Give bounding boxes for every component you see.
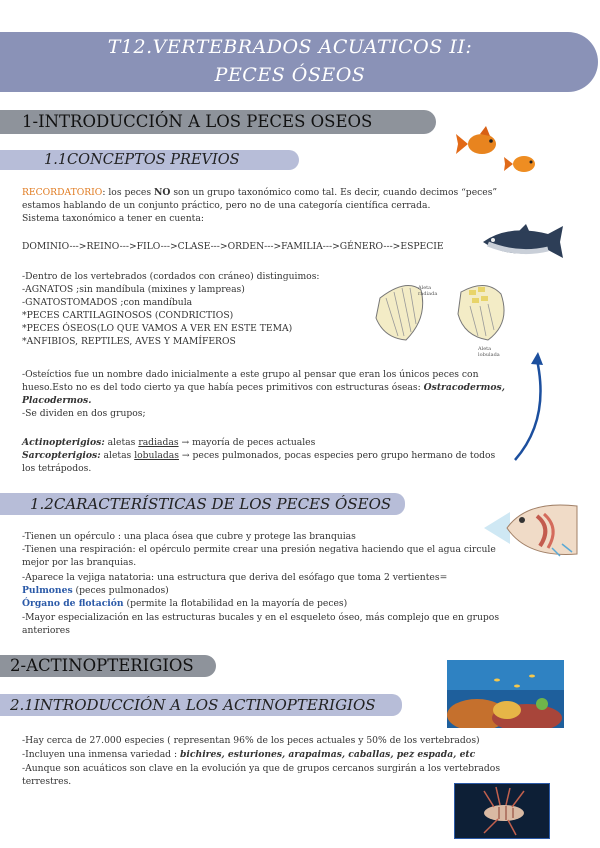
text-line: -Osteíctios fue un nombre dado inicialmente a este grupo al pensar que eran los únicos peces con [22, 369, 479, 380]
text-line: *ANFIBIOS, REPTILES, AVES Y MAMÍFEROS [22, 336, 236, 347]
text-line: *PECES CARTILAGINOSOS (CONDRICTIOS) [22, 310, 234, 321]
text-line: Sarcopterigios: aletas lobuladas → peces pulmonados, pocas especies pero grupo hermano de todos [22, 450, 496, 461]
text-line: *PECES ÓSEOS(LO QUE VAMOS A VER EN ESTE TEMA) [22, 323, 293, 334]
lionfish-image [454, 783, 550, 839]
page-title-line2: PECES ÓSEOS [214, 64, 366, 86]
coral-reef-image [447, 660, 564, 728]
curved-arrow-icon [505, 350, 550, 465]
text-line: anteriores [22, 625, 70, 636]
text-line: -Tienen un opérculo : una placa ósea que cubre y protege las branquias [22, 531, 356, 542]
text-line: -Se dividen en dos grupos; [22, 408, 146, 419]
text-line: hueso.Esto no es del todo cierto ya que había peces primitivos con estructuras óseas: Ostracodermos, [22, 382, 505, 393]
section-1-2-heading: 1.2CARACTERÍSTICAS DE LOS PECES ÓSEOS [0, 493, 405, 515]
text-line: -Aparece la vejiga natatoria: una estructura que deriva del esófago que toma 2 vertientes= [22, 572, 448, 583]
fin-label-radiada: Aleta radiada [418, 285, 438, 297]
text-line: Actinopterigios: aletas radiadas → mayoría de peces actuales [22, 437, 316, 448]
section-2-heading: 2-ACTINOPTERIGIOS [0, 655, 216, 677]
text-line: los tetrápodos. [22, 463, 92, 474]
text-line: terrestres. [22, 776, 72, 787]
recordatorio-label: RECORDATORIO [22, 187, 103, 198]
text-line: Placodermos. [22, 395, 92, 406]
text-line: -Hay cerca de 27.000 especies ( representan 96% de los peces actuales y 50% de los vertebrados) [22, 735, 480, 746]
tuna-image [478, 222, 578, 262]
goldfish-image [452, 124, 547, 182]
page-title-line1: T12.VERTEBRADOS ACUATICOS II: [107, 36, 473, 58]
text-line: -Mayor especialización en las estructuras bucales y en el esqueleto óseo, más complejo que en grupos [22, 612, 500, 623]
fin-label-lobulada: Aleta lobulada [478, 346, 500, 358]
fish-gills-image [482, 498, 582, 560]
fins-illustration [366, 278, 536, 358]
text-line: -AGNATOS ;sin mandíbula (mixines y lampreas) [22, 284, 245, 295]
text-line: Sistema taxonómico a tener en cuenta: [22, 213, 204, 224]
taxonomy-chain: DOMINIO--->REINO--->FILO--->CLASE--->ORDEN--->FAMILIA--->GÉNERO--->ESPECIE [22, 241, 444, 252]
section-1-1-heading: 1.1CONCEPTOS PREVIOS [0, 150, 299, 170]
text-line: -Dentro de los vertebrados (cordados con cráneo) distinguimos: [22, 271, 320, 282]
text-line: -Aunque son acuáticos son clave en la evolución ya que de grupos cercanos surgirán a los vertebrados [22, 763, 501, 774]
section-1-heading: 1-INTRODUCCIÓN A LOS PECES OSEOS [0, 110, 436, 134]
text-line: Órgano de flotación (permite la flotabilidad en la mayoría de peces) [22, 598, 348, 609]
text-line: -Tienen una respiración: el opérculo permite crear una presión negativa haciendo que el agua circule [22, 544, 496, 555]
recordatorio-line-1: RECORDATORIO: los peces NO son un grupo taxonómico como tal. Es decir, cuando decimos “peces” [22, 187, 498, 198]
text-line: estamos hablando de un conjunto práctico, pero no de una categoría científica cerrada. [22, 200, 431, 211]
text-line: -Incluyen una inmensa variedad : bichires, esturiones, arapaimas, caballas, pez espada, etc [22, 749, 476, 760]
text-line: -GNATOSTOMADOS ;con mandíbula [22, 297, 193, 308]
text-line: Pulmones (peces pulmonados) [22, 585, 169, 596]
section-2-1-heading: 2.1INTRODUCCIÓN A LOS ACTINOPTERIGIOS [0, 694, 402, 716]
text-line: mejor por las branquias. [22, 557, 137, 568]
